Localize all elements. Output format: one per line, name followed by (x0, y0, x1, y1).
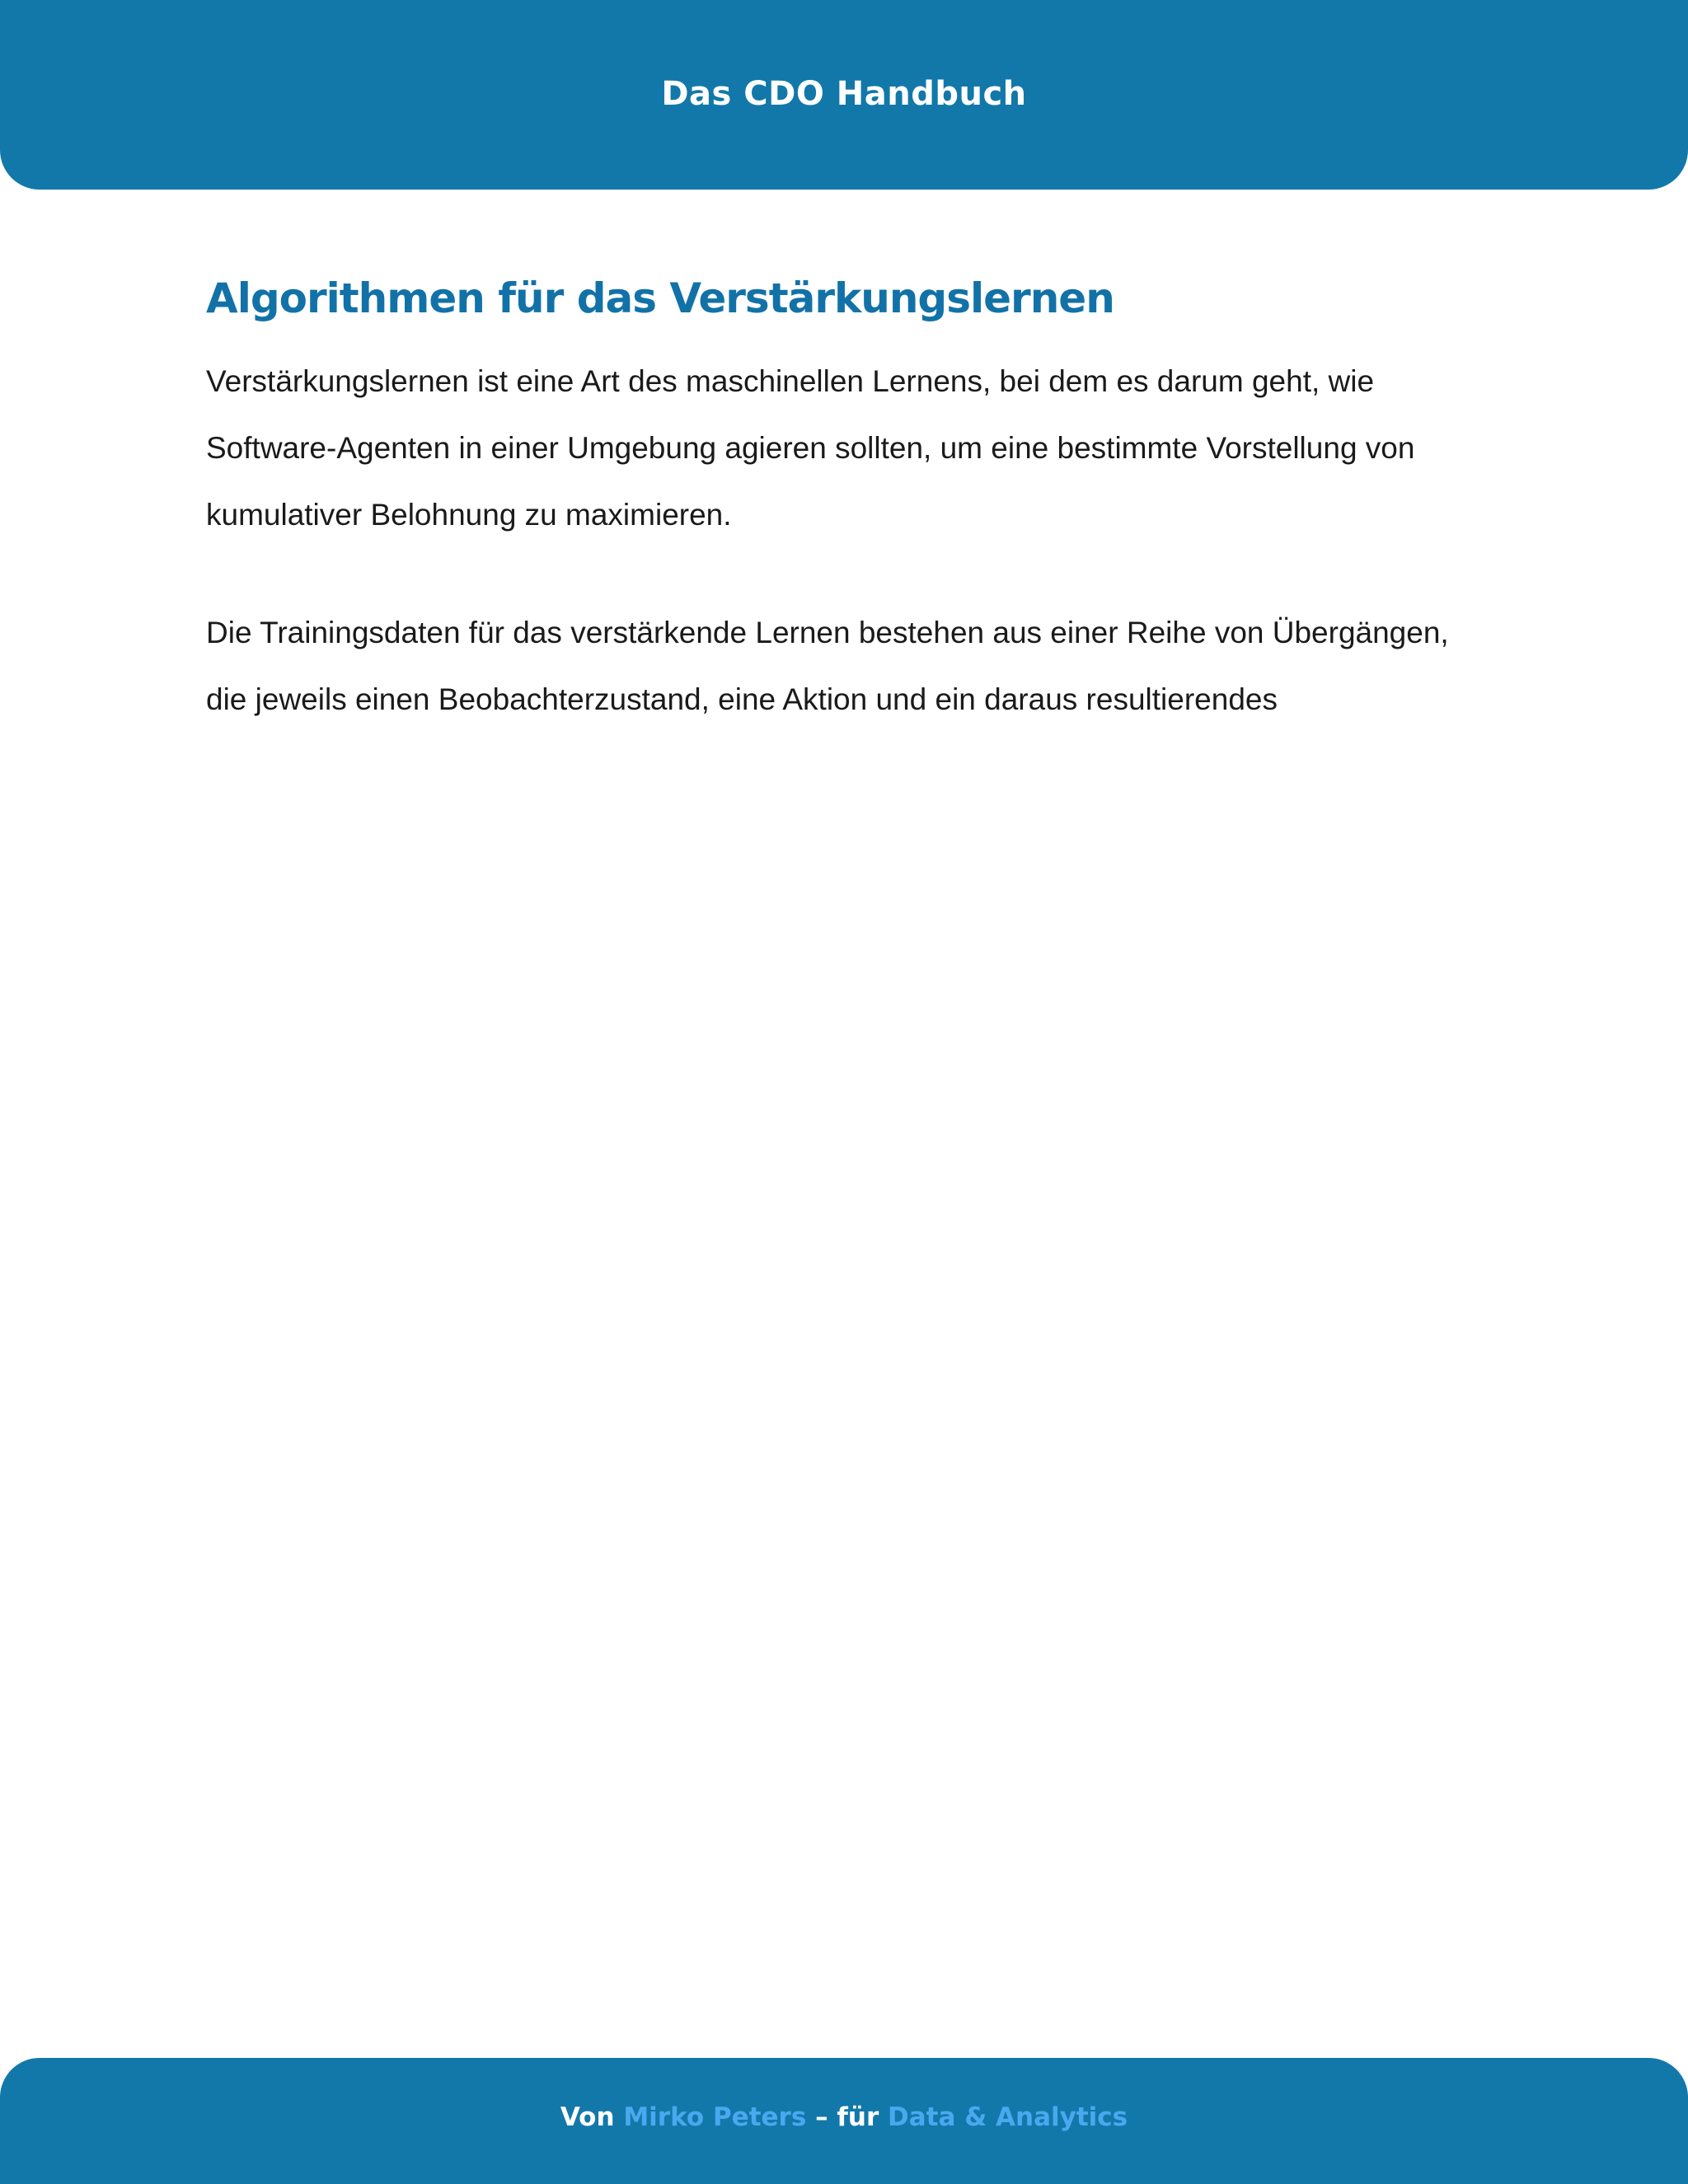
header-title: Das CDO Handbuch (661, 75, 1027, 113)
paragraph-2: Die Trainingsdaten für das verstärkende Lernen bestehen aus einer Reihe von Übergängen, die jeweils einen Beobachterzustand, eine Aktion und ein daraus resultierendes (206, 616, 1449, 716)
footer-credit (0, 2099, 1688, 2135)
page-content (206, 272, 1492, 784)
footer-prefix: Von (560, 2102, 615, 2132)
footer-topic-link[interactable]: Data & Analytics (888, 2102, 1128, 2132)
page-header (0, 0, 1688, 190)
paragraph-1: Verstärkungslernen ist eine Art des maschinellen Lernens, bei dem es darum geht, wie Software-Agenten in einer Umgebung agieren sollten, um eine bestimmte Vorstellung von kumulativer Belohnung zu maximieren. (206, 364, 1415, 532)
footer-author-link[interactable]: Mirko Peters (623, 2102, 807, 2132)
page-footer (0, 2058, 1688, 2184)
section-heading: Algorithmen für das Verstärkungslernen (206, 274, 1114, 322)
footer-separator: – für (815, 2102, 879, 2132)
